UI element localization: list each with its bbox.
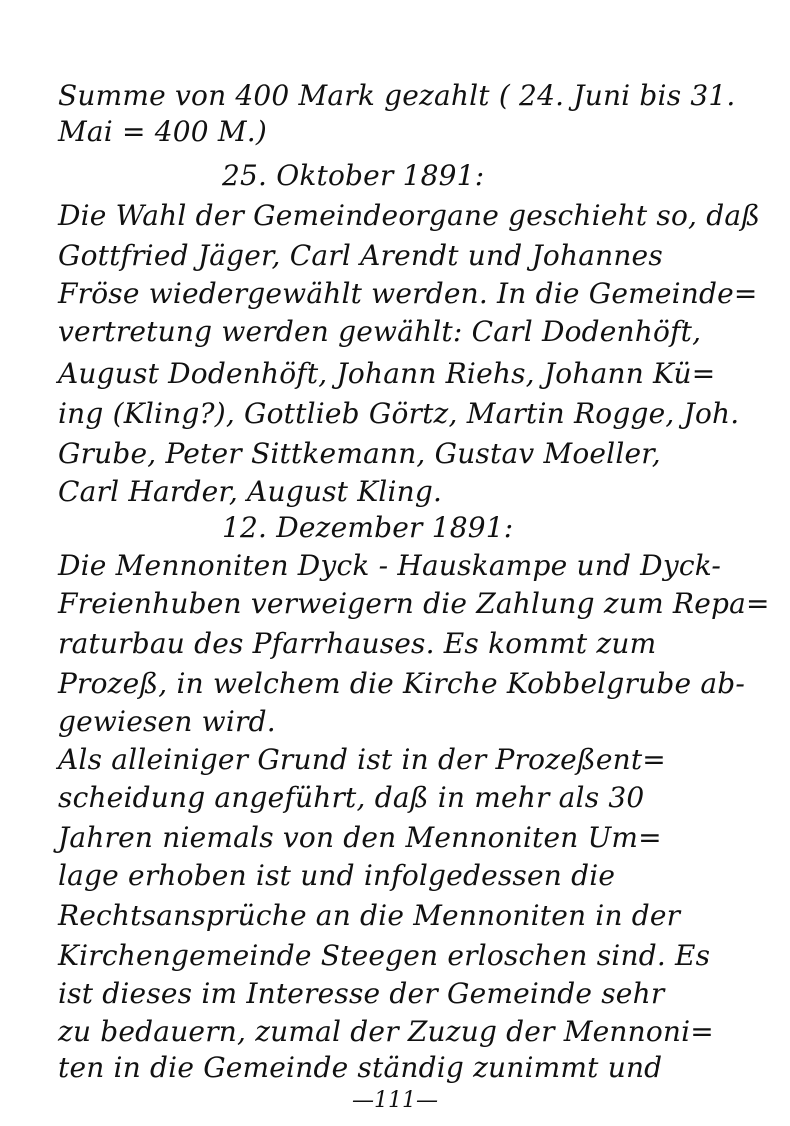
page-number: —111— <box>352 1088 438 1113</box>
text-line: Als alleiniger Grund ist in der Prozeßent= <box>58 743 666 776</box>
text-line: raturbau des Pfarrhauses. Es kommt zum <box>58 627 657 660</box>
text-line: Rechtsansprüche an die Mennoniten in der <box>58 899 681 932</box>
text-line: Jahren niemals von den Mennoniten Um= <box>58 821 662 854</box>
text-line: zu bedauern, zumal der Zuzug der Mennoni= <box>58 1015 714 1048</box>
text-line: August Dodenhöft, Johann Riehs, Johann Kü= <box>58 357 716 390</box>
text-line: lage erhoben ist und infolgedessen die <box>58 859 616 892</box>
text-line: Summe von 400 Mark gezahlt ( 24. Juni bis 31. <box>58 79 736 112</box>
text-line: Mai = 400 M.) <box>58 115 268 148</box>
date-heading: 25. Oktober 1891: <box>222 159 485 192</box>
text-line: Carl Harder, August Kling. <box>58 475 443 508</box>
text-line: vertretung werden gewählt: Carl Dodenhöft, <box>58 315 702 348</box>
text-line: ist dieses im Interesse der Gemeinde sehr <box>58 977 665 1010</box>
text-line: Freienhuben verweigern die Zahlung zum Repa= <box>58 587 770 620</box>
text-line: Kirchengemeinde Steegen erloschen sind. Es <box>58 939 711 972</box>
text-line: ing (Kling?), Gottlieb Görtz, Martin Rogge, Joh. <box>58 397 740 430</box>
text-line: gewiesen wird. <box>58 705 276 738</box>
text-line: Die Mennoniten Dyck - Hauskampe und Dyck- <box>58 549 722 582</box>
text-line: Gottfried Jäger, Carl Arendt und Johannes <box>58 239 663 272</box>
text-line: Fröse wiedergewählt werden. In die Gemeinde= <box>58 277 758 310</box>
text-line: Prozeß, in welchem die Kirche Kobbelgrube ab- <box>58 667 746 700</box>
text-line: Die Wahl der Gemeindeorgane geschieht so, daß <box>58 199 761 232</box>
date-heading: 12. Dezember 1891: <box>222 511 514 544</box>
text-line: Grube, Peter Sittkemann, Gustav Moeller, <box>58 437 661 470</box>
text-line: ten in die Gemeinde ständig zunimmt und <box>58 1051 663 1084</box>
text-line: scheidung angeführt, daß in mehr als 30 <box>58 781 645 814</box>
